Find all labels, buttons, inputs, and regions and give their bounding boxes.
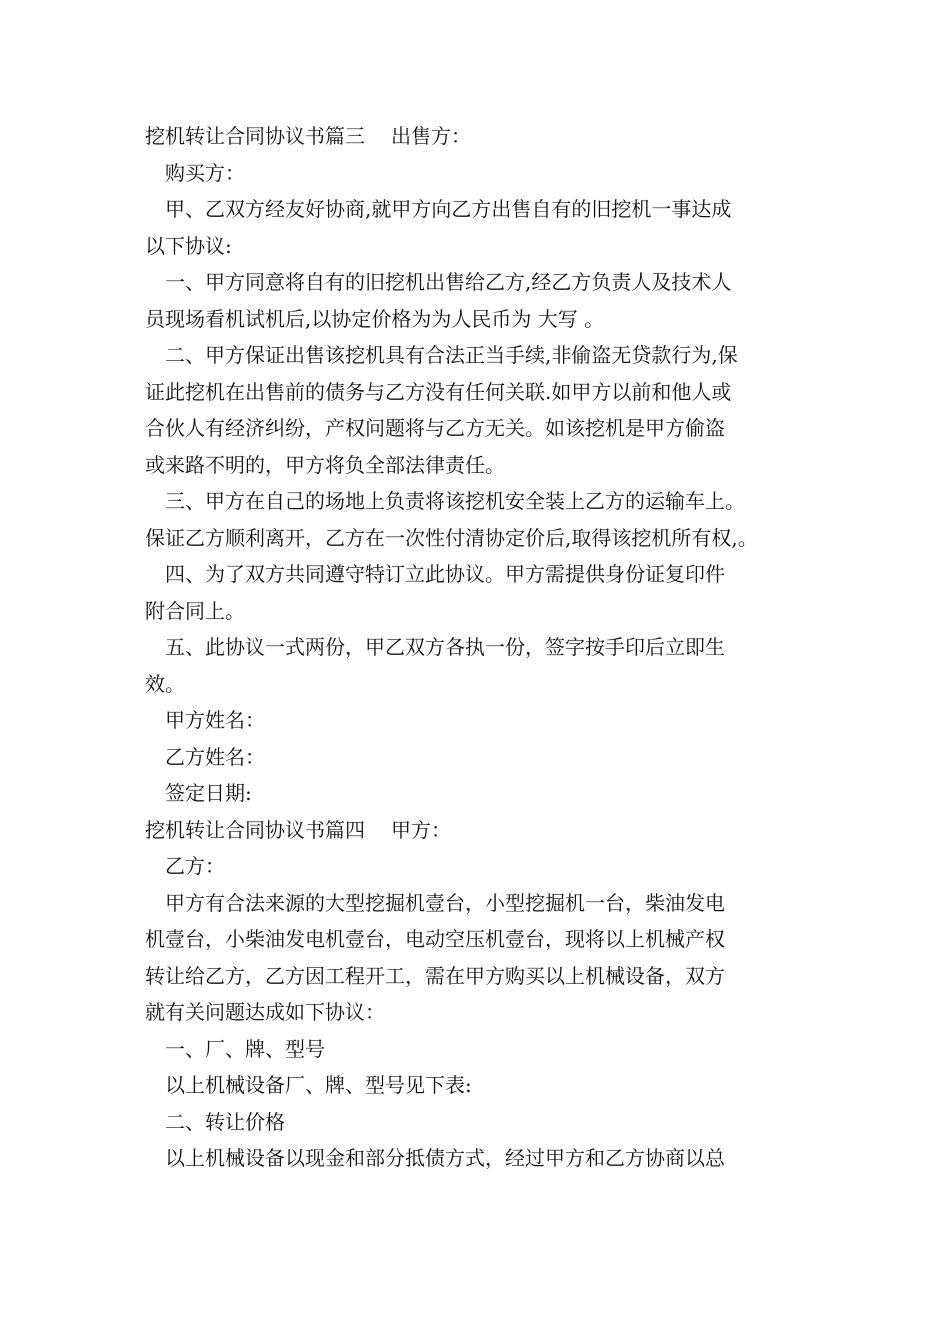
clause4-line-2: 附合同上。	[145, 598, 245, 623]
section4-intro-line-4: 就有关问题达成如下协议：	[145, 1000, 385, 1024]
section3-heading: 挖机转让合同协议书篇三	[145, 124, 365, 148]
section3-intro-line-2: 以下协议:	[145, 233, 232, 258]
clause3-line-2: 保证乙方顺利离开，乙方在一次性付清协定价后,取得该挖机所有权,。	[145, 525, 758, 550]
party-a-label: 甲方：	[391, 817, 451, 842]
section4-heading: 挖机转让合同协议书篇四	[145, 817, 365, 842]
clause2-line-4: 或来路不明的，甲方将负全部法律责任。	[145, 452, 505, 477]
buyer-label: 购买方：	[165, 160, 245, 185]
clause2-line-3: 合伙人有经济纠纷，产权问题将与乙方无关。如该挖机是甲方偷盗	[145, 416, 725, 440]
item2-text: 以上机械设备以现金和部分抵债方式，经过甲方和乙方协商以总	[165, 1146, 725, 1170]
clause5-line-1: 五、此协议一式两份，甲乙双方各执一份，签字按手印后立即生	[165, 635, 725, 659]
section3-intro-line-1: 甲、乙双方经友好协商,就甲方向乙方出售自有的旧挖机一事达成	[165, 197, 732, 221]
section4-heading-line	[145, 812, 815, 849]
party-b-name-label: 乙方姓名：	[165, 744, 265, 769]
clause5-line-2: 效。	[145, 671, 185, 696]
clause1-line-2: 员现场看机试机后,以协定价格为为人民币为 大写 。	[145, 306, 605, 331]
sign-date-label: 签定日期:	[165, 781, 252, 805]
party-b-label: 乙方：	[165, 854, 225, 878]
clause4-line-1: 四、为了双方共同遵守特订立此协议。甲方需提供身份证复印件	[165, 562, 725, 586]
item2-title: 二、转让价格	[165, 1109, 285, 1134]
section3-heading-line	[145, 118, 815, 155]
section4-intro-line-3: 转让给乙方，乙方因工程开工，需在甲方购买以上机械设备，双方	[145, 963, 725, 988]
party-a-name-label: 甲方姓名：	[165, 708, 265, 732]
clause3-line-1: 三、甲方在自己的场地上负责将该挖机安全装上乙方的运输车上。	[165, 489, 745, 513]
seller-label: 出售方：	[391, 124, 471, 148]
clause2-line-2: 证此挖机在出售前的债务与乙方没有任何关联.如甲方以前和他人或	[145, 379, 732, 404]
clause1-line-1: 一、甲方同意将自有的旧挖机出售给乙方,经乙方负责人及技术人	[165, 270, 732, 294]
clause2-line-1: 二、甲方保证出售该挖机具有合法正当手续,非偷盗无贷款行为,保	[165, 343, 738, 367]
item1-text: 以上机械设备厂、牌、型号见下表:	[165, 1073, 472, 1097]
section4-intro-line-2: 机壹台，小柴油发电机壹台，电动空压机壹台，现将以上机械产权	[145, 927, 725, 951]
section4-intro-line-1: 甲方有合法来源的大型挖掘机壹台，小型挖掘机一台，柴油发电	[165, 890, 725, 915]
document-page	[145, 118, 815, 1177]
item1-title: 一、厂、牌、型号	[165, 1036, 325, 1061]
